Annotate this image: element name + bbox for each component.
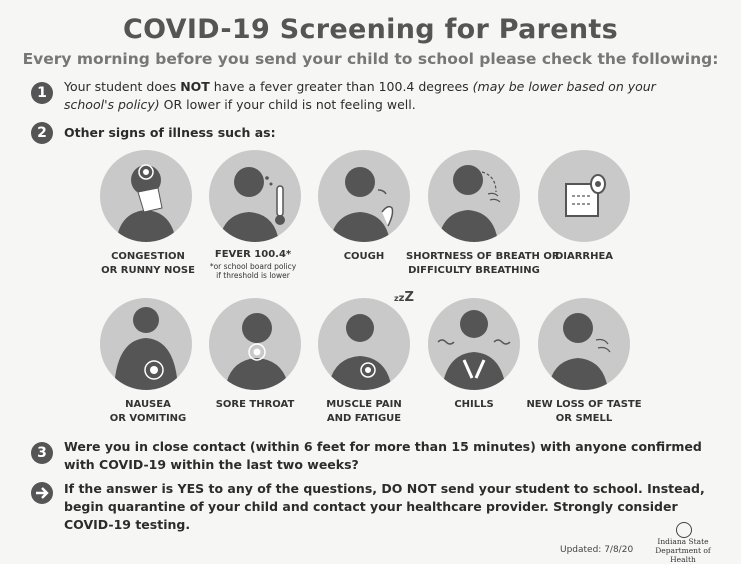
muscle-pain-icon: [316, 298, 412, 390]
item-1-policy-note: (may be lower based on your school's policy): [64, 79, 656, 112]
number-badge-3: 3: [31, 442, 53, 464]
symptom-label-chills: CHILLS: [454, 399, 494, 410]
symptom-label-shortness-of-breath: SHORTNESS OF BREATH OR DIFFICULTY BREATHING: [406, 251, 560, 276]
page-subtitle: Every morning before you send your child to school please check the following:: [22, 50, 719, 68]
item-2-text: Other signs of illness such as:: [64, 125, 276, 140]
symptom-label-fever: FEVER 100.4* *or school board policy if threshold is lower: [209, 249, 297, 280]
symptom-label-congestion: CONGESTION OR RUNNY NOSE: [101, 251, 195, 276]
updated-date: Updated: 7/8/20: [560, 545, 634, 555]
nausea-icon: [98, 298, 194, 390]
symptom-label-sore-throat: SORE THROAT: [215, 399, 295, 410]
toilet-paper-icon: [536, 150, 632, 242]
item-1-part-c: have a fever greater than 100.4 degrees: [209, 79, 473, 94]
item-1-part-e: OR lower if your child is not feeling well.: [159, 97, 416, 112]
shortness-of-breath-icon: [426, 150, 522, 242]
arrow-right-icon: [31, 482, 53, 504]
item-3-text: Were you in close contact (within 6 feet for more than 15 minutes) with anyone confirmed with COVID-19 within the last two weeks?: [64, 439, 702, 472]
congestion-icon: [98, 150, 194, 242]
loss-of-taste-icon: [536, 298, 632, 390]
arrow-text: If the answer is YES to any of the questions, DO NOT send your student to school. Instead, begin quarantine of your child and contact your healthcare provider. Strongly consider COVID-19 testing.: [64, 481, 705, 532]
isdh-logo-text: Indiana State Department of Health: [655, 537, 711, 564]
sore-throat-icon: [207, 298, 303, 390]
symptom-label-diarrhea: DIARRHEA: [554, 251, 614, 262]
symptom-label-cough: COUGH: [343, 251, 385, 262]
seal-icon: [676, 522, 692, 538]
symptom-label-loss-of-taste: NEW LOSS OF TASTE OR SMELL: [526, 399, 642, 424]
sleep-zzz-icon: zzZ: [394, 290, 414, 305]
item-1-part-a: Your student does: [64, 79, 181, 94]
symptom-label-nausea: NAUSEA OR VOMITING: [109, 399, 187, 424]
fever-icon: [207, 150, 303, 242]
cough-icon: [316, 150, 412, 242]
chills-icon: [426, 298, 522, 390]
item-1-text: [64, 78, 704, 114]
number-badge-2: 2: [31, 122, 53, 144]
number-badge-1: 1: [31, 82, 53, 104]
page-title: COVID-19 Screening for Parents: [122, 14, 618, 45]
symptom-label-muscle-pain: MUSCLE PAIN AND FATIGUE: [326, 399, 402, 424]
item-1-not: NOT: [180, 79, 210, 94]
